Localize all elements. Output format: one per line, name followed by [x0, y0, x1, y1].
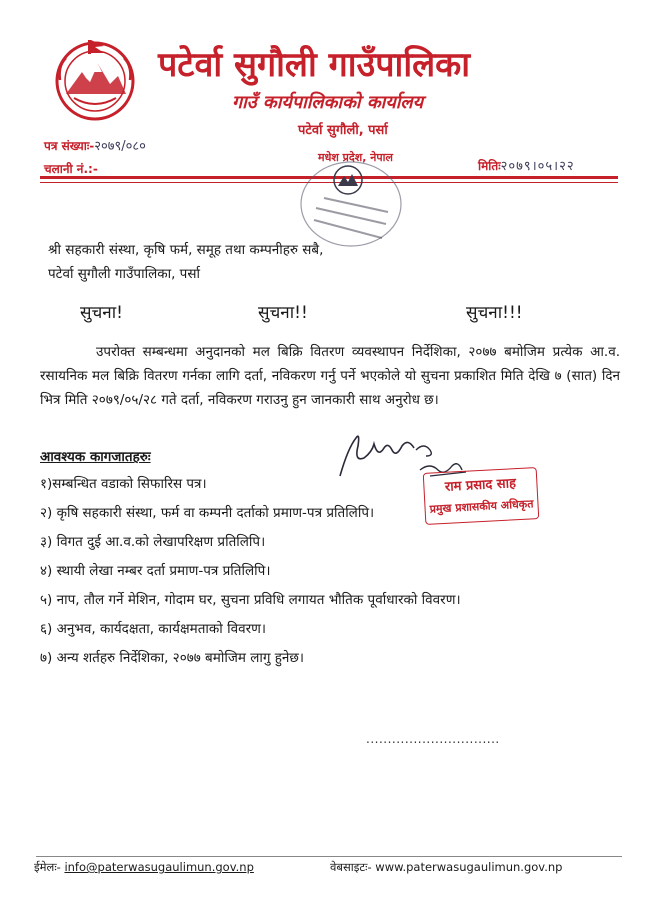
chalani-number: [44, 160, 98, 177]
email-link[interactable]: info@paterwasugaulimun.gov.np: [64, 860, 254, 874]
patra-label: पत्र संख्याः-: [44, 139, 95, 153]
office-name: पटेर्वा सुगौली गाउँपालिका: [158, 45, 471, 85]
office-stamp-icon: [296, 158, 406, 250]
website-text: www.paterwasugaulimun.gov.np: [375, 860, 563, 874]
patra-sankhya: [44, 136, 146, 154]
list-item: ७) अन्य शर्तहरु निर्देशिका, २०७७ बमोजिम लागु हुनेछ।: [40, 650, 304, 666]
requirements-list: [40, 470, 461, 673]
requirements-heading: आवश्यक कागजातहरुः: [40, 449, 151, 465]
chalani-label: चलानी नं.:-: [44, 162, 98, 176]
nepal-emblem-icon: [52, 36, 138, 122]
footer-website: [330, 860, 562, 875]
office-province: मधेश प्रदेश, नेपाल: [318, 151, 393, 164]
date-value: २०७९।०५।२२: [500, 159, 575, 174]
addressee-line-1: श्री सहकारी संस्था, कृषि फर्म, समूह तथा कम्पनीहरु सबै,: [48, 242, 324, 258]
patra-value: २०७९/०८०: [94, 139, 146, 154]
addressee-line-2: पटेर्वा सुगौली गाउँपालिका, पर्सा: [48, 266, 200, 282]
list-item: १)सम्बन्धित वडाको सिफारिस पत्र।: [40, 476, 207, 492]
notice-body: उपरोक्त सम्बन्धमा अनुदानको मल बिक्रि वितरण व्यवस्थापन निर्देशिका, २०७७ बमोजिम प्रत्येक आ.व. रसायनिक मल बिक्रि वितरण गर्नका लागि दर्ता, नविकरण गर्नु पर्ने भएकोले यो सुचना प्रकाशित मिति देखि ७ (सात) दिन भित्र मिति २०७९/०५/२८ गते दर्ता, नविकरण गराउनु हुन जानकारी साथ अनुरोध छ।: [40, 344, 620, 408]
officer-seal: [423, 467, 540, 525]
notice-heading-1: सुचना!: [80, 303, 123, 323]
website-label: वेबसाइटः-: [330, 860, 372, 874]
office-subtitle: गाउँ कार्यपालिकाको कार्यालय: [232, 92, 424, 113]
list-item: २) कृषि सहकारी संस्था, फर्म वा कम्पनी दर्ताको प्रमाण-पत्र प्रतिलिपि।: [40, 505, 375, 521]
list-item: ४) स्थायी लेखा नम्बर दर्ता प्रमाण-पत्र प्रतिलिपि।: [40, 563, 271, 579]
seal-title: प्रमुख प्रशासकीय अधिकृत: [429, 497, 534, 516]
list-item: ६) अनुभव, कार्यदक्षता, कार्यक्षमताको विवरण।: [40, 621, 266, 637]
notice-heading-3: सुचना!!!: [466, 303, 523, 323]
office-location: पटेर्वा सुगौली, पर्सा: [298, 123, 388, 138]
seal-name: राम प्रसाद साह: [444, 476, 517, 495]
footer-rule: [36, 856, 622, 857]
footer-email: [34, 860, 254, 875]
list-item: ३) विगत दुई आ.व.को लेखापरिक्षण प्रतिलिपि।: [40, 534, 266, 550]
list-item: ५) नाप, तौल गर्ने मेशिन, गोदाम घर, सुचना प्रविधि लगायत भौतिक पूर्वाधारको विवरण।: [40, 592, 461, 608]
letter-date: [478, 156, 575, 174]
notice-heading-2: सुचना!!: [258, 303, 308, 323]
signature-line: ...............................: [366, 732, 500, 746]
date-label: मितिः: [478, 159, 501, 173]
email-label: ईमेलः-: [34, 860, 61, 874]
